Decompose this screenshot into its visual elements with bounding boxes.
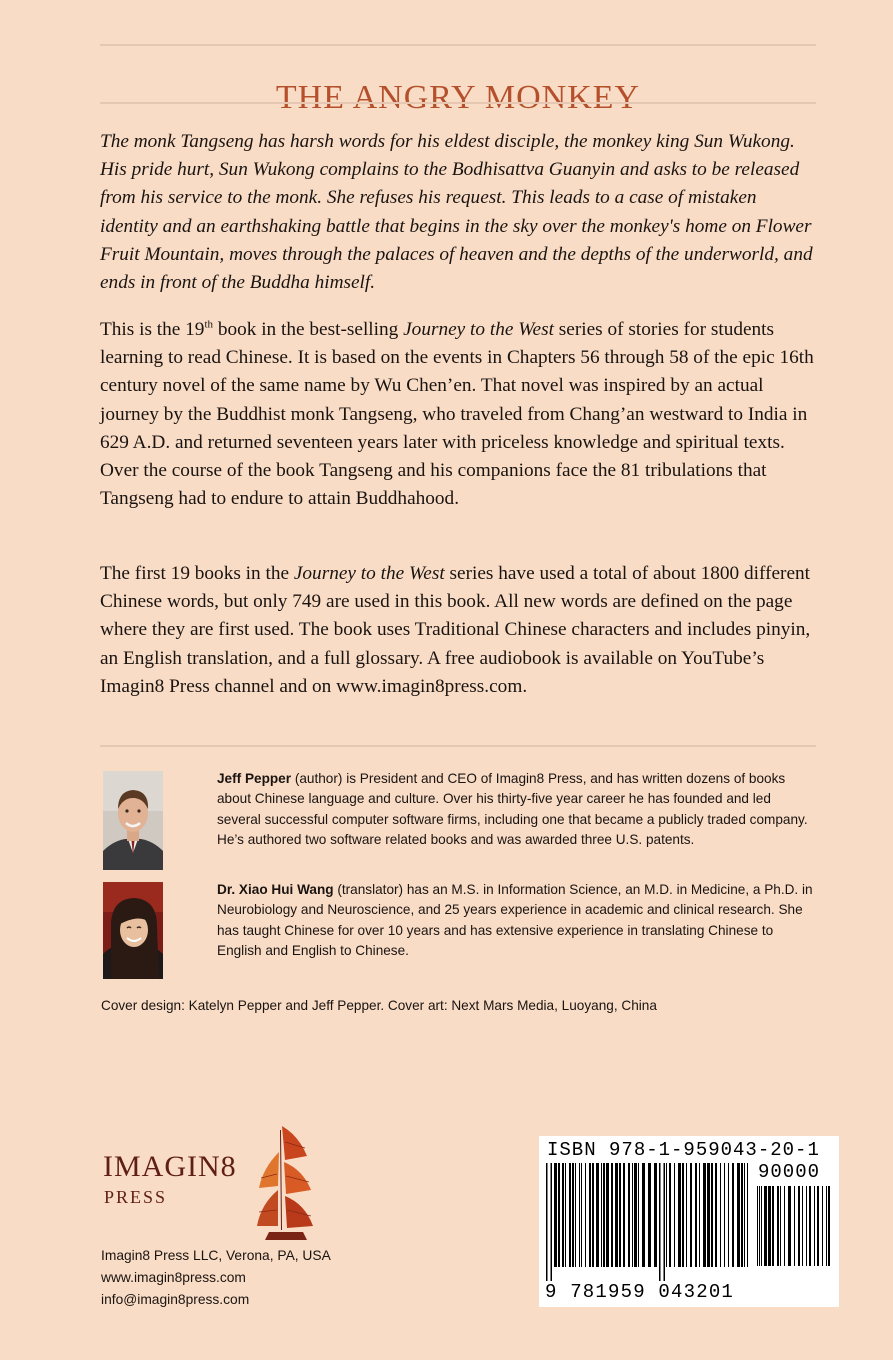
barcode-bar (638, 1163, 639, 1267)
price-addon-barcode (757, 1186, 831, 1280)
publisher-logo-subtitle: PRESS (104, 1187, 168, 1207)
barcode-bar (666, 1163, 667, 1267)
barcode-bar (606, 1163, 609, 1267)
series-text-2: book in the best-selling (213, 319, 404, 340)
series-title: Journey to the West (403, 319, 554, 340)
series-paragraph (100, 316, 816, 513)
barcode-bar (784, 1186, 785, 1266)
barcode-bar (737, 1163, 740, 1267)
barcode-bar (744, 1163, 745, 1267)
barcode-bar (806, 1186, 807, 1266)
barcode-bar (615, 1163, 618, 1267)
ean13-barcode (546, 1163, 750, 1281)
publisher-website-link[interactable]: www.imagin8press.com (101, 1270, 246, 1285)
barcode-bar (592, 1163, 594, 1267)
barcode-bar (695, 1163, 697, 1267)
barcode-bar (634, 1163, 637, 1267)
barcode-bar (575, 1163, 576, 1267)
barcode-bar (777, 1186, 779, 1266)
barcode-bar (715, 1163, 717, 1267)
book-title: THE ANGRY MONKEY (275, 78, 641, 116)
barcode-bar (654, 1163, 657, 1267)
barcode-bar (664, 1163, 666, 1281)
barcode-bar (558, 1163, 560, 1267)
barcode-bar (703, 1163, 706, 1267)
barcode-bar (759, 1186, 760, 1266)
barcode-bar (741, 1163, 743, 1267)
barcode-bar (601, 1163, 602, 1267)
series-text-1: This is the 19 (100, 319, 205, 340)
barcode-bar (772, 1186, 774, 1266)
barcode-bar (828, 1186, 830, 1266)
publisher-contact (101, 1245, 331, 1311)
barcode-bar (562, 1163, 564, 1267)
barcode-bar (761, 1186, 762, 1266)
synopsis-paragraph: The monk Tangseng has harsh words for his eldest disciple, the monkey king Sun Wukong. His pride hurt, Sun Wukong complains to the Bodhisattva Guanyin and asks to be released from his service to the monk. She refuses his request. This leads to a case of mistaken identity and an earthshaking battle that begins in the sky over the monkey's home on Flower Fruit Mountain, moves through the palaces of heaven and the depths of the underworld, and ends in front of the Buddha himself. (100, 131, 813, 294)
publisher-logo-wordmark: IMAGIN8 (103, 1150, 237, 1183)
barcode-bar (554, 1163, 557, 1267)
barcode-bar (732, 1163, 734, 1267)
barcode-bar (546, 1163, 548, 1281)
cover-credits: Cover design: Katelyn Pepper and Jeff Pepper. Cover art: Next Mars Media, Luoyang, China (101, 998, 657, 1013)
barcode-bar (802, 1186, 803, 1266)
translator-bio (217, 880, 817, 961)
barcode-bar (814, 1186, 815, 1266)
barcode-bar (826, 1186, 827, 1266)
barcode-bar (565, 1163, 566, 1267)
barcode-bar (596, 1163, 599, 1267)
author-portrait (103, 771, 163, 870)
barcode-bar (569, 1163, 571, 1267)
author-name: Jeff Pepper (217, 771, 292, 786)
barcode-bar (690, 1163, 692, 1267)
top-divider (100, 44, 816, 46)
barcode-bar (648, 1163, 651, 1267)
barcode-bar (628, 1163, 630, 1267)
barcode-bar (603, 1163, 605, 1267)
translator-bio-text: (translator) has an M.S. in Information Science, an M.D. in Medicine, a Ph.D. in Neurobiology and Neuroscience, and 25 years experience in academic and clinical research. She has taught Chinese for over 10 years and has extensive experience in translating Chinese to English and English to Chinese. (217, 882, 813, 958)
barcode-bar (589, 1163, 591, 1267)
ordinal-suffix: th (204, 318, 213, 331)
publisher-email-link[interactable]: info@imagin8press.com (101, 1292, 250, 1307)
barcode-bar (788, 1186, 791, 1266)
barcode-bar (720, 1163, 721, 1267)
barcode-bar (669, 1163, 671, 1267)
barcode-bar (794, 1186, 795, 1266)
barcode-bar (711, 1163, 713, 1267)
barcode-bar (579, 1163, 580, 1267)
barcode-bar (768, 1186, 771, 1266)
barcode-bar (809, 1186, 811, 1266)
junk-sail-icon (251, 1122, 321, 1242)
bio-divider (100, 745, 816, 747)
barcode-bar (747, 1163, 748, 1267)
barcode-bar (678, 1163, 681, 1267)
barcode-bar (728, 1163, 729, 1267)
barcode-bar (822, 1186, 823, 1266)
ean-number: 9 781959 043201 (545, 1281, 735, 1303)
barcode-bar (817, 1186, 819, 1266)
translator-name: Dr. Xiao Hui Wang (217, 882, 334, 897)
barcode-bar (659, 1163, 661, 1281)
barcode-bar (699, 1163, 700, 1267)
series-text-3: series of stories for students learning to read Chinese. It is based on the events in Chapters 56 through 58 of the epic 16th century novel of the same name by Wu Chen’en. That novel was inspired by an actual journey by the Buddhist monk Tangseng, who traveled from Chang’an westward to India in 629 A.D. and returned seventeen years later with priceless knowledge and spiritual texts. Over the course of the book Tangseng and his companions face the 81 tribulations that Tangseng had to endure to attain Buddhahood. (100, 319, 814, 510)
vocabulary-paragraph (100, 560, 816, 701)
price-code: 90000 (758, 1161, 821, 1183)
barcode-bar (551, 1163, 553, 1281)
barcode-bar (642, 1163, 645, 1267)
barcode-bar (764, 1186, 767, 1266)
barcode-bar (674, 1163, 675, 1267)
barcode-bar (798, 1186, 800, 1266)
barcode-bar (581, 1163, 582, 1267)
barcode-bar (682, 1163, 684, 1267)
translator-portrait (103, 882, 163, 979)
barcode-bar (572, 1163, 574, 1267)
vocab-text-2: series have used a total of about 1800 different Chinese words, but only 749 are used in this book. All new words are defined on the page where they are first used. The book uses Traditional Chinese characters and includes pinyin, an English translation, and a full glossary. A free audiobook is available on YouTube’s Imagin8 Press channel and on www.imagin8press.com. (100, 563, 811, 697)
title-divider (100, 102, 816, 104)
isbn-label: ISBN 978-1-959043-20-1 (547, 1139, 820, 1161)
barcode-bar (724, 1163, 725, 1267)
barcode-bar (585, 1163, 586, 1267)
barcode-bar (611, 1163, 613, 1267)
barcode-bar (623, 1163, 625, 1267)
author-bio (217, 769, 817, 850)
barcode-bar (780, 1186, 781, 1266)
author-bio-text: (author) is President and CEO of Imagin8 Press, and has written dozens of books about Chinese language and culture. Over his thirty-five year career he has founded and led several successful computer software firms, including one that became a publicly traded company. He’s authored two software related books and was awarded three U.S. patents. (217, 771, 808, 847)
barcode-bar (757, 1186, 758, 1266)
barcode-bar (686, 1163, 687, 1267)
vocab-text-1: The first 19 books in the (100, 563, 294, 584)
barcode-bar (707, 1163, 710, 1267)
series-title: Journey to the West (293, 563, 445, 584)
barcode-bar (632, 1163, 633, 1267)
barcode-bar (619, 1163, 621, 1267)
publisher-address: Imagin8 Press LLC, Verona, PA, USA (101, 1248, 331, 1263)
